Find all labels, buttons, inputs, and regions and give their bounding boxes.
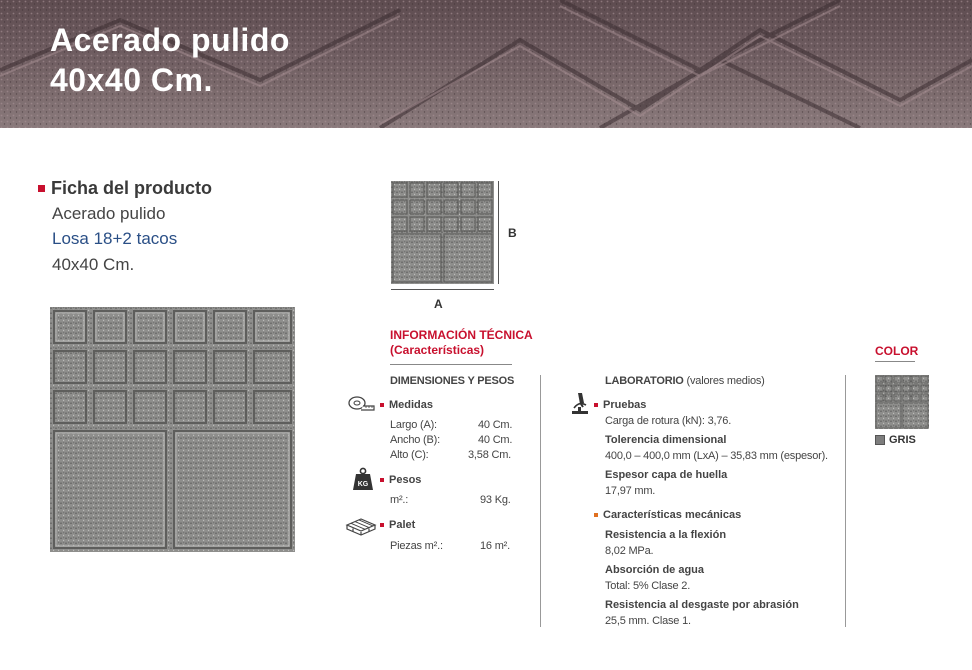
hero-title [50,20,290,100]
bullet-square-icon [594,403,598,407]
tile-diagram [391,181,494,284]
color-title: COLOR [875,344,919,358]
largo-value: 40 Cm. [478,419,513,431]
palet-row-label: Piezas m².: [390,540,443,552]
bullet-square-icon [594,513,598,517]
pesos-row-label: m².: [390,494,409,506]
color-option-gris[interactable] [875,434,916,446]
medidas-label [380,399,433,411]
palet-label [380,519,415,531]
ficha-line1: Acerado pulido [52,204,166,223]
color-chip [875,435,885,445]
espesor-label: Espesor capa de huella [605,469,728,481]
medidas-label-text: Medidas [389,399,434,411]
ficha-title-text: Ficha del producto [51,178,213,198]
info-title [390,328,533,358]
desgaste-text: 25,5 mm. Clase 1. [605,615,691,627]
product-photo [50,307,295,552]
mecanicas-label [594,509,741,521]
absorcion-text: Total: 5% Clase 2. [605,580,691,592]
absorcion-label: Absorción de agua [605,564,705,576]
dimension-line-b [498,181,499,284]
palet-label-text: Palet [389,519,416,531]
color-title-rule [875,361,915,362]
weight-kg-text: KG [357,481,369,488]
espesor-text: 17,97 mm. [605,485,656,497]
ficha-title [38,178,212,199]
largo-label: Largo (A): [390,419,437,431]
color-name: GRIS [889,434,916,446]
alto-label: Alto (C): [390,449,429,461]
info-title-line1: INFORMACIÓN TÉCNICA [390,328,533,342]
ficha-line3: 40x40 Cm. [52,255,135,274]
laboratorio-header [605,375,765,387]
pruebas-label [594,399,646,411]
bullet-square-icon [380,523,384,527]
hero-title-line1: Acerado pulido [50,22,290,58]
desgaste-label: Resistencia al desgaste por abrasión [605,599,799,611]
laboratorio-note: (valores medios) [686,375,765,387]
laboratorio-header-text: LABORATORIO [605,375,684,387]
flexion-text: 8,02 MPa. [605,545,654,557]
ancho-label: Ancho (B): [390,434,440,446]
palet-row-value: 16 m². [480,540,510,552]
tolerancia-text: 400,0 – 400,0 mm (LxA) – 35,83 mm (espesor). [605,450,828,462]
dimension-label-b: B [508,226,517,240]
pallet-icon [345,515,377,537]
bullet-square-icon [38,185,45,192]
bullet-square-icon [380,478,384,482]
hero-title-line2: 40x40 Cm. [50,62,213,98]
info-title-rule [390,364,512,365]
ficha-line2: Losa 18+2 tacos [52,229,178,248]
info-title-line2: (Características) [390,343,485,357]
dimensiones-header: DIMENSIONES Y PESOS [390,375,515,387]
hero-banner [0,0,972,128]
color-swatch [875,375,929,429]
dimension-line-a [391,289,494,290]
column-divider-2 [845,375,846,627]
microscope-icon [569,391,591,415]
flexion-label: Resistencia a la flexión [605,529,727,541]
pesos-label-text: Pesos [389,474,422,486]
ancho-value: 40 Cm. [478,434,513,446]
pesos-label [380,474,421,486]
measuring-tape-icon [347,394,375,414]
dimension-label-a: A [434,297,443,311]
mecanicas-label-text: Características mecánicas [603,509,742,521]
pesos-row-value: 93 Kg. [480,494,511,506]
alto-value: 3,58 Cm. [468,449,512,461]
column-divider-1 [540,375,541,627]
pruebas-label-text: Pruebas [603,399,647,411]
weight-kg-icon [352,467,374,491]
tolerancia-label: Tolerencia dimensional [605,434,727,446]
pruebas-text: Carga de rotura (kN): 3,76. [605,415,732,427]
bullet-square-icon [380,403,384,407]
